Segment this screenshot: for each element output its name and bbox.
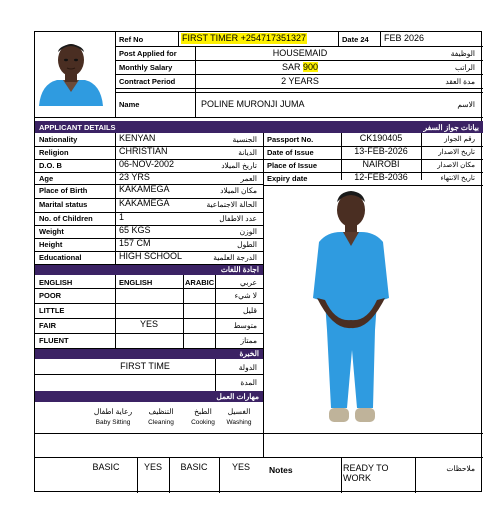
details-row-value: CHRISTIAN — [119, 146, 168, 156]
language-row-label: FAIR — [39, 321, 57, 330]
details-row-label-ar: الوزن — [239, 227, 257, 236]
language-row-divider — [35, 348, 263, 349]
passport-row-label-ar: رقم الجواز — [444, 136, 475, 143]
details-row-value: KENYAN — [119, 133, 156, 143]
applicant-fullbody-photo — [277, 180, 427, 442]
skill-name-en: Baby Sitting — [95, 419, 131, 426]
details-row-label: Weight — [39, 227, 64, 236]
post-label: Post Applied for — [119, 49, 177, 58]
language-row-label: POOR — [39, 291, 62, 300]
details-row-label-ar: العمر — [240, 174, 257, 183]
language-row-label-ar: قليل — [242, 306, 257, 315]
skill-level-value: YES — [143, 462, 162, 472]
date-value: FEB 2026 — [384, 33, 425, 43]
name-label: Name — [119, 100, 140, 109]
language-row-divider — [35, 303, 263, 304]
post-value: HOUSEMAID — [272, 48, 328, 58]
lang-col-english-2: ENGLISH — [119, 278, 153, 287]
language-row-label-ar: ممتاز — [240, 336, 257, 345]
applicant-details-bar — [35, 121, 483, 133]
passport-row-label: Passport No. — [267, 135, 314, 144]
details-row-value: KAKAMEGA — [119, 198, 170, 208]
passport-row-label: Place of Issue — [267, 161, 318, 170]
applicant-details-title: APPLICANT DETAILS — [39, 123, 116, 132]
details-row-value: 23 YRS — [119, 172, 150, 182]
skill-level-value: YES — [231, 462, 250, 472]
skill-name-en: Cooking — [191, 419, 215, 426]
details-row-label: D.O. B — [39, 161, 62, 170]
details-row-value: 157 CM — [119, 238, 151, 248]
skill-level-value: BASIC — [92, 462, 120, 472]
skill-name-en: Cleaning — [148, 419, 174, 426]
details-row-value: HIGH SCHOOL — [119, 251, 183, 261]
details-row-label-ar: الحالة الاجتماعية — [206, 200, 257, 209]
skills-title-ar: مهارات العمل — [216, 392, 259, 401]
language-row-divider — [35, 333, 263, 334]
ref-no-value: FIRST TIMER +254717351327 — [182, 33, 306, 43]
ref-no-label: Ref No — [119, 35, 144, 44]
applicant-portrait-photo — [35, 40, 107, 106]
details-row-label: Age — [39, 174, 54, 183]
experience-bar — [35, 348, 263, 359]
passport-row-divider — [263, 185, 483, 186]
passport-row-label-ar: تاريخ الانتهاء — [440, 175, 475, 182]
passport-row-label: Expiry date — [267, 174, 308, 183]
language-row-label-ar: لا شيء — [234, 291, 257, 300]
details-row-label-ar: عدد الاطفال — [219, 214, 257, 223]
details-row-value: 06-NOV-2002 — [119, 159, 175, 169]
passport-details-title-ar: بيانات جواز السفر — [423, 123, 479, 132]
skill-name-en: Washing — [226, 419, 252, 426]
passport-row-value: NAIROBI — [362, 159, 400, 169]
skill-name-ar: الطبخ — [194, 407, 212, 416]
lang-col-english-1: ENGLISH — [39, 278, 73, 287]
skill-name-ar: رعاية اطفال — [93, 407, 133, 416]
skill-name-ar: التنظيف — [148, 407, 174, 416]
salary-label: Monthly Salary — [119, 63, 173, 72]
contract-label-ar: مدة العقد — [445, 77, 475, 86]
cv-form — [34, 31, 482, 492]
name-value: POLINE MURONJI JUMA — [201, 99, 305, 109]
notes-label: Notes — [269, 465, 293, 475]
contract-label: Contract Period — [119, 77, 176, 86]
details-row-label: Place of Birth — [39, 186, 88, 195]
skill-name-ar: الغسيل — [227, 407, 251, 416]
passport-row-label-ar: مكان الاصدار — [437, 162, 475, 169]
passport-row-label-ar: تاريخ الاصدار — [438, 149, 475, 156]
passport-row-label: Date of Issue — [267, 148, 314, 157]
salary-currency: SAR — [281, 62, 301, 72]
salary-label-ar: الراتب — [454, 63, 475, 72]
details-row-label-ar: مكان الميلاد — [220, 186, 257, 195]
skill-level-value: BASIC — [180, 462, 208, 472]
experience-country-ar: الدولة — [238, 363, 257, 372]
date-label: Date 24 — [342, 35, 369, 44]
experience-value: FIRST TIME — [120, 361, 170, 371]
salary-value — [197, 62, 403, 73]
language-row-label-ar: متوسط — [233, 321, 257, 330]
contract-value: 2 YEARS — [281, 76, 319, 86]
details-row-label-ar: الجنسية — [232, 135, 257, 144]
lang-col-arabic: ARABIC — [185, 278, 215, 287]
details-row-label-ar: الدرجة العلمية — [213, 253, 257, 262]
languages-title-ar: اجادة اللغات — [220, 265, 259, 274]
passport-row-value: 13-FEB-2026 — [354, 146, 408, 156]
passport-row-value: CK190405 — [359, 133, 403, 143]
details-row-label: Height — [39, 240, 63, 249]
details-row-value: KAKAMEGA — [119, 184, 170, 194]
name-label-ar: الاسم — [457, 100, 475, 109]
details-row-label: No. of Children — [39, 214, 93, 223]
details-row-label-ar: تاريخ الميلاد — [221, 161, 257, 170]
skills-bar — [35, 391, 263, 402]
details-row-value: 1 — [119, 212, 125, 222]
post-label-ar: الوظيفة — [450, 49, 475, 58]
details-row-label: Religion — [39, 148, 69, 157]
details-row-label-ar: الديانة — [238, 148, 257, 157]
details-row-label: Marital status — [39, 200, 88, 209]
details-row-label: Educational — [39, 253, 82, 262]
salary-amount: 900 — [303, 62, 319, 72]
details-row-divider — [35, 264, 263, 265]
languages-bar — [35, 264, 263, 275]
lang-col-arabic-ar: عربي — [240, 278, 257, 287]
details-row-value: 65 KGS — [119, 225, 151, 235]
notes-value: READY TO WORK — [343, 463, 389, 483]
notes-label-ar: ملاحظات — [446, 464, 475, 473]
language-row-label: FLUENT — [39, 336, 69, 345]
details-row-label: Nationality — [39, 135, 78, 144]
experience-title-ar: الخبرة — [239, 349, 259, 358]
passport-row-value: 12-FEB-2036 — [354, 172, 408, 182]
language-row-english: YES — [139, 319, 158, 329]
details-row-label-ar: الطول — [237, 240, 257, 249]
experience-period-ar: المدة — [240, 378, 257, 387]
language-row-label: LITTLE — [39, 306, 65, 315]
